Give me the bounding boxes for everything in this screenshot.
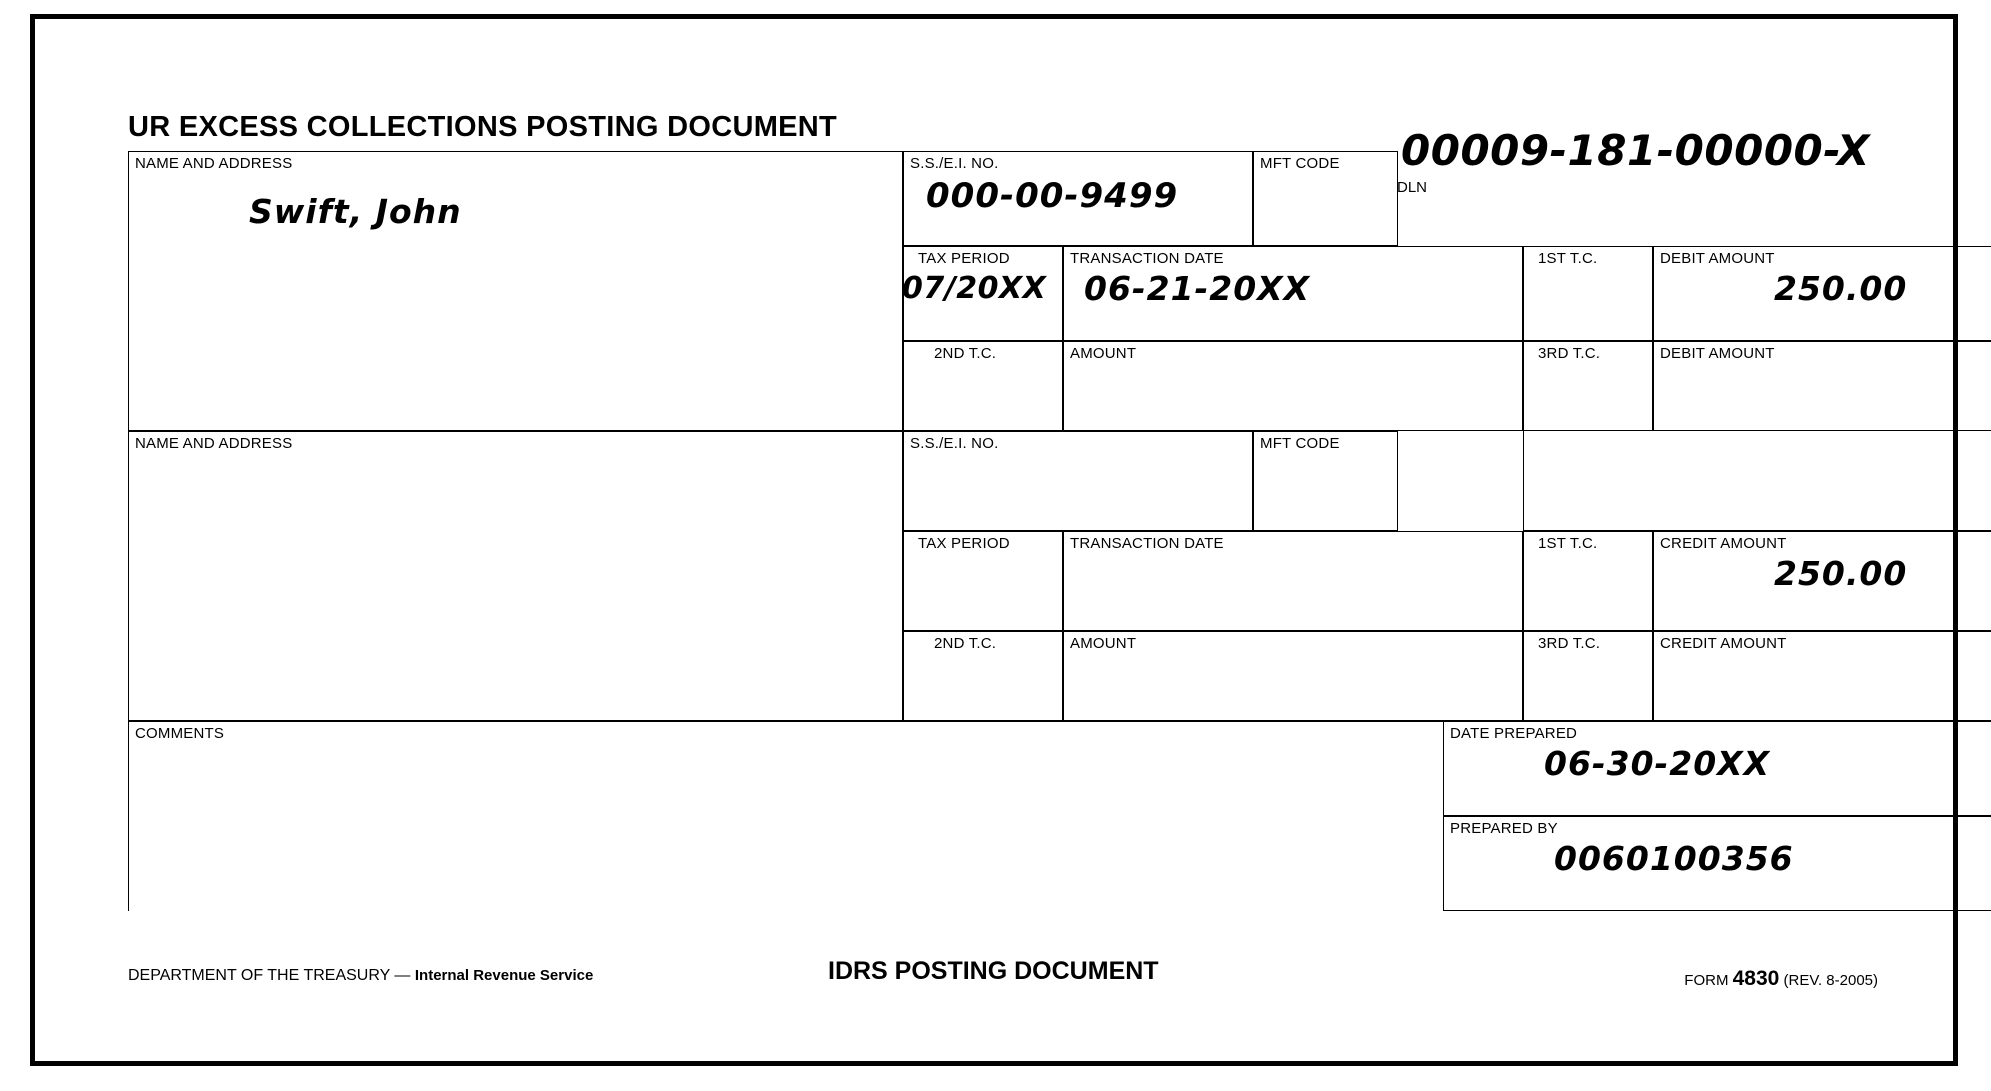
block2-tc2-label: 2ND T.C. [934,635,997,652]
footer-form-number [1684,967,1878,991]
date-prepared-value: 06-30-20XX [1544,744,1771,783]
block2-name-address-cell[interactable] [128,431,903,721]
block1-ssn-label: S.S./E.I. NO. [910,155,999,172]
block2-transaction-date-label: TRANSACTION DATE [1070,535,1224,552]
block1-amount-label: AMOUNT [1070,345,1137,362]
block1-transaction-date-label: TRANSACTION DATE [1070,250,1224,267]
block2-mft-label: MFT CODE [1260,435,1340,452]
block1-name-address-value: Swift, John [249,192,462,231]
block2-credit-amount-label: CREDIT AMOUNT [1660,535,1787,552]
prepared-by-label: PREPARED BY [1450,820,1558,837]
dln-value: 00009-181-00000-X [1401,126,1870,175]
footer-department-bold: Internal Revenue Service [414,967,594,984]
block1-tc1-cell[interactable] [1523,246,1653,341]
block1-tax-period-cell[interactable] [903,246,1063,341]
block2-tc3-cell[interactable] [1523,631,1653,721]
date-prepared-cell[interactable] [1443,721,1991,816]
comments-label: COMMENTS [135,725,225,742]
block2-credit-amount2-cell[interactable] [1653,631,1991,721]
block1-debit-amount2-label: DEBIT AMOUNT [1660,345,1775,362]
block1-amount-cell[interactable] [1063,341,1523,431]
block1-tc2-cell[interactable] [903,341,1063,431]
block2-dln-spacer-cell [1523,431,1991,531]
comments-cell[interactable] [128,721,1443,911]
block2-ssn-label: S.S./E.I. NO. [910,435,999,452]
block1-name-address-label: NAME AND ADDRESS [135,155,293,172]
form-content [83,91,1923,1011]
block1-debit-amount-value: 250.00 [1774,269,1908,308]
block2-tc2-cell[interactable] [903,631,1063,721]
form-outer-border [30,14,1958,1066]
block2-amount-label: AMOUNT [1070,635,1137,652]
block1-tc2-label: 2ND T.C. [934,345,997,362]
footer-form-value: 4830 [1732,967,1780,990]
block1-mft-cell[interactable] [1253,151,1398,246]
block1-name-address-cell[interactable] [128,151,903,431]
prepared-by-value: 0060100356 [1554,839,1794,878]
block2-transaction-date-cell[interactable] [1063,531,1523,631]
block1-tc3-label: 3RD T.C. [1538,345,1601,362]
block2-tc3-label: 3RD T.C. [1538,635,1601,652]
block1-ssn-value: 000-00-9499 [926,176,1179,216]
prepared-by-cell[interactable] [1443,816,1991,911]
footer-department [128,967,593,985]
block1-debit-amount-cell[interactable] [1653,246,1991,341]
block1-tax-period-label: TAX PERIOD [918,250,1010,267]
page-title: UR EXCESS COLLECTIONS POSTING DOCUMENT [128,111,838,143]
block2-tax-period-label: TAX PERIOD [918,535,1010,552]
block1-debit-amount-label: DEBIT AMOUNT [1660,250,1775,267]
block1-ssn-cell[interactable] [903,151,1253,246]
block2-name-address-label: NAME AND ADDRESS [135,435,293,452]
block1-tax-period-value: 07/20XX [902,271,1047,306]
block2-tc1-label: 1ST T.C. [1538,535,1598,552]
block2-credit-amount-cell[interactable] [1653,531,1991,631]
block1-tc1-label: 1ST T.C. [1538,250,1598,267]
block2-mft-cell[interactable] [1253,431,1398,531]
footer-form-suffix: (REV. 8-2005) [1779,972,1878,989]
block2-ssn-cell[interactable] [903,431,1253,531]
block2-amount-cell[interactable] [1063,631,1523,721]
block1-transaction-date-value: 06-21-20XX [1084,269,1311,308]
block1-mft-label: MFT CODE [1260,155,1340,172]
block1-transaction-date-cell[interactable] [1063,246,1523,341]
footer-department-prefix: DEPARTMENT OF THE TREASURY — [128,967,415,984]
footer-form-prefix: FORM [1684,972,1733,989]
block1-tc3-cell[interactable] [1523,341,1653,431]
footer-document-name: IDRS POSTING DOCUMENT [828,957,1159,985]
date-prepared-label: DATE PREPARED [1450,725,1578,742]
block2-credit-amount-value: 250.00 [1774,554,1908,593]
block1-debit-amount2-cell[interactable] [1653,341,1991,431]
block2-tax-period-cell[interactable] [903,531,1063,631]
block2-tc1-cell[interactable] [1523,531,1653,631]
block2-credit-amount2-label: CREDIT AMOUNT [1660,635,1787,652]
dln-label: DLN [1397,179,1428,196]
